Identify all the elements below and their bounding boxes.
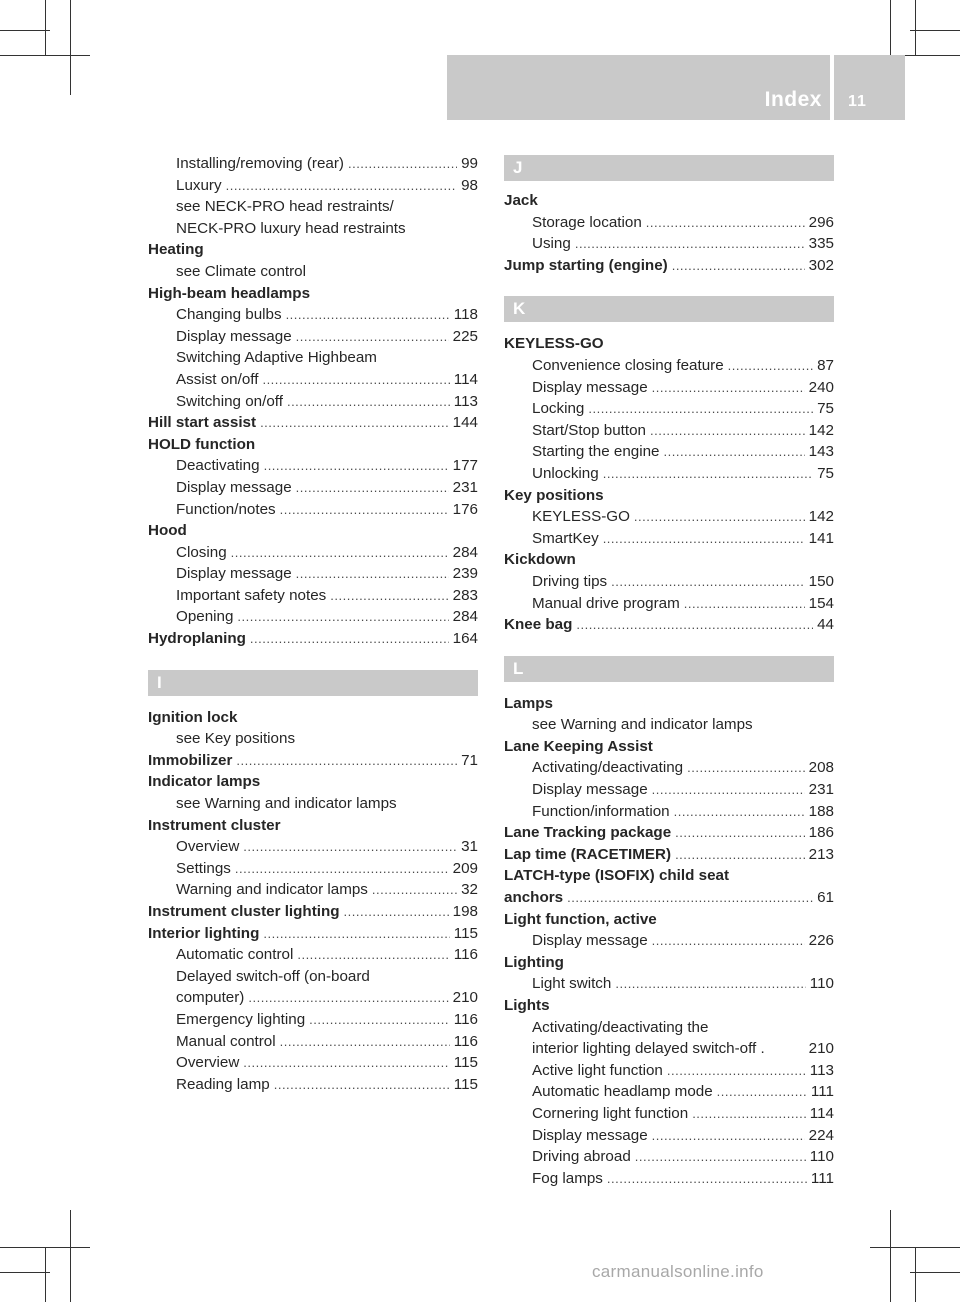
index-subentry: [504, 420, 834, 442]
index-subentry: [504, 463, 834, 485]
index-entry: [504, 909, 834, 931]
page-reference: 31: [461, 838, 478, 856]
page-reference: 114: [809, 1104, 834, 1122]
entry-text: Key positions: [504, 486, 604, 504]
dot-leader: [611, 571, 805, 593]
index-subentry: [148, 153, 478, 175]
index-subentry: [148, 304, 478, 326]
entry-text: Delayed switch-off (on-board: [176, 967, 370, 985]
dot-leader: [296, 326, 449, 348]
page-reference: 144: [452, 414, 478, 432]
index-subentry: [148, 542, 478, 564]
page-reference: 150: [808, 572, 834, 590]
index-subentry: [148, 606, 478, 628]
dot-leader: [348, 153, 457, 175]
dot-leader: [372, 879, 457, 901]
dot-leader: [672, 255, 805, 277]
entry-text: see Warning and indicator lamps: [176, 795, 397, 813]
index-subentry: [504, 1060, 834, 1082]
index-entry: [504, 865, 834, 887]
index-entry: [504, 485, 834, 507]
entry-text: Display message: [176, 327, 292, 345]
page-reference: 115: [453, 1075, 478, 1093]
dot-leader: [687, 757, 805, 779]
dot-leader: [309, 1009, 450, 1031]
page-reference: 142: [808, 421, 834, 439]
crop-mark: [890, 1210, 891, 1302]
dot-leader: [674, 801, 805, 823]
index-subentry: [148, 347, 478, 369]
index-subentry: [504, 528, 834, 550]
entry-text: Jump starting (engine): [504, 256, 668, 274]
dot-leader: [692, 1103, 806, 1125]
index-subentry: [504, 1146, 834, 1168]
entry-text: Using: [532, 235, 571, 253]
page-reference: 154: [808, 594, 834, 612]
entry-text: see Climate control: [176, 262, 306, 280]
dot-leader: [344, 901, 449, 923]
index-entry: [504, 887, 834, 909]
page-reference: 44: [817, 616, 834, 634]
dot-leader: [243, 836, 457, 858]
index-subentry: [504, 801, 834, 823]
entry-text: Lane Keeping Assist: [504, 737, 653, 755]
entry-text: Immobilizer: [148, 751, 233, 769]
index-entry: [148, 771, 478, 793]
page-reference: 210: [808, 1040, 834, 1058]
index-subentry: [148, 836, 478, 858]
entry-text: Display message: [532, 932, 648, 950]
entry-text: Hood: [148, 522, 187, 540]
entry-text: Storage location: [532, 213, 642, 231]
header-separator: [830, 55, 834, 120]
entry-text: Emergency lighting: [176, 1010, 306, 1028]
section-header-i: I: [148, 670, 478, 696]
index-subentry: [148, 196, 478, 218]
section-header-l: L: [504, 656, 834, 682]
page-reference: 226: [808, 932, 834, 950]
page-reference: 210: [452, 989, 478, 1007]
entry-text: Indicator lamps: [148, 773, 261, 791]
entry-text: computer): [176, 989, 245, 1007]
index-subentry: [504, 233, 834, 255]
page-reference: 209: [452, 859, 478, 877]
entry-text: NECK-PRO luxury head restraints: [176, 219, 406, 237]
index-subentry: [504, 1168, 834, 1190]
index-entry: [504, 952, 834, 974]
index-subentry: [504, 930, 834, 952]
entry-text: Overview: [176, 1054, 240, 1072]
entry-text: Switching Adaptive Highbeam: [176, 349, 377, 367]
index-subentry: [148, 1052, 478, 1074]
watermark: carmanualsonline.info: [592, 1262, 764, 1281]
index-subentry: [148, 391, 478, 413]
index-subentry: [148, 858, 478, 880]
entry-text: KEYLESS-GO: [504, 335, 604, 353]
dot-leader: [226, 175, 458, 197]
index-subentry: [148, 455, 478, 477]
entry-text: Function/information: [532, 802, 670, 820]
page-reference: 98: [461, 176, 478, 194]
index-subentry: [148, 499, 478, 521]
entry-text: interior lighting delayed switch-off .: [532, 1040, 765, 1058]
page-reference: 231: [452, 478, 478, 496]
index-subentry: [148, 966, 478, 988]
dot-leader: [330, 585, 448, 607]
index-subentry: [148, 218, 478, 240]
entry-text: Instrument cluster lighting: [148, 903, 340, 920]
entry-text: Locking: [532, 400, 585, 418]
dot-leader: [675, 844, 805, 866]
page-reference: 141: [808, 529, 834, 547]
entry-text: Lamps: [504, 694, 553, 712]
entry-text: Start/Stop button: [532, 421, 646, 439]
index-subentry: [504, 1125, 834, 1147]
entry-text: Manual control: [176, 1032, 276, 1050]
page-reference: 284: [452, 608, 478, 626]
entry-text: Display message: [176, 565, 292, 583]
page-reference: 296: [808, 213, 834, 231]
entry-text: Function/notes: [176, 500, 276, 518]
index-entry: [504, 693, 834, 715]
section-header-k: K: [504, 296, 834, 322]
page-reference: 111: [810, 1169, 834, 1187]
entry-text: Cornering light function: [532, 1104, 689, 1122]
section-header-j: J: [504, 155, 834, 181]
index-subentry: [504, 377, 834, 399]
crop-mark: [0, 30, 50, 31]
dot-leader: [664, 441, 805, 463]
index-subentry: [148, 477, 478, 499]
index-entry: [504, 844, 834, 866]
entry-text: Luxury: [176, 176, 222, 194]
entry-text: Kickdown: [504, 551, 576, 569]
entry-text: Closing: [176, 543, 227, 561]
index-subentry: [504, 779, 834, 801]
index-subentry: [504, 1103, 834, 1125]
index-subentry: [148, 585, 478, 607]
crop-mark: [915, 1247, 916, 1302]
entry-text: anchors: [504, 889, 564, 907]
entry-text: Display message: [176, 478, 292, 496]
dot-leader: [652, 1125, 805, 1147]
crop-mark: [0, 1272, 50, 1273]
index-subentry: [504, 1038, 834, 1060]
entry-text: Driving tips: [532, 572, 608, 590]
index-subentry: [148, 563, 478, 585]
index-subentry: [148, 1074, 478, 1096]
index-subentry: [148, 175, 478, 197]
dot-leader: [675, 822, 805, 844]
page-reference: 110: [809, 1148, 834, 1166]
page-reference: 302: [808, 256, 834, 274]
crop-mark: [915, 0, 916, 55]
dot-leader: [280, 499, 449, 521]
index-subentry: [148, 1031, 478, 1053]
page-reference: 224: [808, 1126, 834, 1144]
page-reference: 75: [817, 464, 834, 482]
entry-text: HOLD function: [148, 435, 256, 453]
crop-mark: [70, 1210, 71, 1302]
entry-text: Opening: [176, 608, 234, 626]
page-reference: 177: [452, 457, 478, 475]
entry-text: Fog lamps: [532, 1169, 603, 1187]
entry-text: Display message: [532, 378, 648, 396]
entry-text: Lap time (RACETIMER): [504, 845, 672, 863]
index-subentry: [148, 1009, 478, 1031]
dot-leader: [652, 779, 805, 801]
index-subentry: [504, 757, 834, 779]
index-subentry: [148, 261, 478, 283]
dot-leader: [262, 369, 449, 391]
entry-text: Assist on/off: [176, 370, 259, 388]
dot-leader: [684, 593, 805, 615]
crop-mark: [0, 55, 90, 56]
entry-text: Active light function: [532, 1061, 663, 1079]
entry-text: Heating: [148, 241, 204, 259]
crop-mark: [45, 0, 46, 55]
index-entry: [148, 628, 478, 650]
index-entry: [504, 255, 834, 277]
index-subentry: [504, 212, 834, 234]
dot-leader: [243, 1052, 449, 1074]
entry-text: Manual drive program: [532, 594, 680, 612]
dot-leader: [287, 391, 450, 413]
index-subentry: [504, 714, 834, 736]
dot-leader: [646, 212, 805, 234]
entry-text: Activating/deactivating the: [532, 1018, 709, 1036]
page-reference: 186: [808, 824, 834, 842]
entry-text: Knee bag: [504, 616, 573, 634]
page-reference: 71: [461, 751, 478, 769]
entry-text: Changing bulbs: [176, 306, 282, 324]
index-subentry: [148, 326, 478, 348]
entry-text: LATCH-type (ISOFIX) child seat: [504, 867, 730, 885]
dot-leader: [260, 412, 449, 434]
index-entry: [148, 434, 478, 456]
index-subentry: [504, 571, 834, 593]
page-reference: 32: [461, 881, 478, 899]
dot-leader: [236, 750, 457, 772]
dot-leader: [575, 233, 805, 255]
index-subentry: [148, 369, 478, 391]
page-number: 11: [848, 93, 867, 110]
dot-leader: [588, 398, 813, 420]
page-reference: 143: [808, 443, 834, 461]
page-reference: 115: [453, 1054, 478, 1072]
dot-leader: [652, 930, 805, 952]
entry-text: Lights: [504, 997, 550, 1014]
page-reference: 115: [453, 924, 478, 942]
dot-leader: [576, 614, 813, 636]
entry-text: Display message: [532, 781, 648, 799]
page-reference: 198: [452, 903, 478, 920]
dot-leader: [667, 1060, 806, 1082]
crop-mark: [910, 30, 960, 31]
entry-text: Automatic control: [176, 946, 294, 964]
entry-text: Reading lamp: [176, 1075, 270, 1093]
dot-leader: [280, 1031, 450, 1053]
index-entry: [504, 995, 834, 1017]
dot-leader: [728, 355, 813, 377]
crop-mark: [70, 0, 71, 95]
dot-leader: [634, 506, 805, 528]
index-entry: [504, 549, 834, 571]
page-reference: 142: [808, 508, 834, 526]
index-entry: [504, 736, 834, 758]
page-reference: 176: [452, 500, 478, 518]
entry-text: Settings: [176, 859, 231, 877]
entry-text: Overview: [176, 838, 240, 856]
dot-leader: [615, 973, 805, 995]
dot-leader: [235, 858, 449, 880]
page-reference: 114: [453, 370, 478, 388]
crop-mark: [910, 1272, 960, 1273]
dot-leader: [603, 528, 805, 550]
index-subentry: [504, 506, 834, 528]
page-reference: 110: [809, 975, 834, 993]
entry-text: Deactivating: [176, 457, 260, 475]
page-reference: 75: [817, 400, 834, 418]
dot-leader: [286, 304, 450, 326]
dot-leader: [652, 377, 805, 399]
page-reference: 87: [817, 356, 834, 374]
dot-leader: [237, 606, 448, 628]
page-title: Index: [764, 88, 822, 111]
index-subentry: [504, 593, 834, 615]
index-subentry: [504, 1017, 834, 1039]
entry-text: see Warning and indicator lamps: [532, 716, 753, 734]
index-subentry: [504, 355, 834, 377]
entry-text: Lane Tracking package: [504, 824, 672, 842]
entry-text: Interior lighting: [148, 924, 260, 942]
page-reference: 118: [453, 306, 478, 324]
page-reference: 240: [808, 378, 834, 396]
entry-text: Ignition lock: [148, 708, 238, 726]
entry-text: Automatic headlamp mode: [532, 1083, 713, 1101]
entry-text: Light function, active: [504, 910, 657, 928]
page-reference: 225: [452, 327, 478, 345]
entry-text: Important safety notes: [176, 586, 327, 604]
page-reference: 164: [452, 630, 478, 648]
index-entry: [148, 923, 478, 945]
entry-text: Light switch: [532, 975, 612, 993]
entry-text: Warning and indicator lamps: [176, 881, 368, 899]
page-reference: 213: [808, 845, 834, 863]
entry-text: Lighting: [504, 953, 564, 971]
entry-text: Installing/removing (rear): [176, 155, 344, 172]
index-entry: [148, 815, 478, 837]
page-reference: 283: [452, 586, 478, 604]
index-entry: [148, 283, 478, 305]
entry-text: Instrument cluster: [148, 816, 281, 834]
index-entry: [504, 822, 834, 844]
index-subentry: [504, 973, 834, 995]
index-subentry: [148, 879, 478, 901]
dot-leader: [607, 1168, 807, 1190]
dot-leader: [297, 944, 449, 966]
entry-text: Jack: [504, 192, 538, 209]
dot-leader: [717, 1081, 807, 1103]
index-entry: [504, 190, 834, 212]
index-entry: [148, 750, 478, 772]
index-subentry: [504, 398, 834, 420]
index-entry: [504, 614, 834, 636]
dot-leader: [248, 987, 448, 1009]
dot-leader: [250, 628, 449, 650]
entry-text: Starting the engine: [532, 443, 660, 461]
index-subentry: [504, 441, 834, 463]
entry-text: High-beam headlamps: [148, 284, 311, 302]
dot-leader: [263, 923, 449, 945]
page-reference: 61: [817, 889, 834, 907]
index-subentry: [148, 793, 478, 815]
page-reference: 231: [808, 781, 834, 799]
page-reference: 239: [452, 565, 478, 583]
page-reference: 335: [808, 235, 834, 253]
entry-text: SmartKey: [532, 529, 599, 547]
page-reference: 208: [808, 759, 834, 777]
dot-leader: [296, 563, 449, 585]
index-entry: [148, 412, 478, 434]
index-subentry: [148, 987, 478, 1009]
dot-leader: [274, 1074, 450, 1096]
page-reference: 284: [452, 543, 478, 561]
page-reference: 113: [809, 1061, 834, 1079]
crop-mark: [45, 1247, 46, 1302]
dot-leader: [603, 463, 813, 485]
entry-text: Convenience closing feature: [532, 356, 724, 374]
entry-text: see NECK-PRO head restraints/: [176, 198, 394, 216]
page-header-bar: [447, 55, 905, 120]
index-column-left: [148, 153, 478, 1095]
entry-text: Unlocking: [532, 464, 599, 482]
page-reference: 99: [461, 155, 478, 172]
entry-text: Hill start assist: [148, 414, 257, 432]
page-reference: 113: [453, 392, 478, 410]
entry-text: Driving abroad: [532, 1148, 631, 1166]
dot-leader: [296, 477, 449, 499]
entry-text: Display message: [532, 1126, 648, 1144]
dot-leader: [264, 455, 449, 477]
index-entry: [148, 901, 478, 923]
dot-leader: [635, 1146, 806, 1168]
entry-text: see Key positions: [176, 730, 296, 748]
entry-text: Activating/deactivating: [532, 759, 684, 777]
index-entry: [148, 239, 478, 261]
index-entry: [504, 333, 834, 355]
page-reference: 116: [453, 1032, 478, 1050]
dot-leader: [567, 887, 813, 909]
entry-text: Hydroplaning: [148, 630, 246, 648]
page-reference: 116: [453, 1010, 478, 1028]
index-entry: [148, 520, 478, 542]
page-reference: 111: [810, 1083, 834, 1101]
dot-leader: [231, 542, 449, 564]
entry-text: Switching on/off: [176, 392, 283, 410]
index-subentry: [148, 944, 478, 966]
page-reference: 116: [453, 946, 478, 964]
index-column-right: [504, 155, 834, 1189]
page-reference: 188: [808, 802, 834, 820]
index-subentry: [148, 728, 478, 750]
index-subentry: [504, 1081, 834, 1103]
dot-leader: [650, 420, 805, 442]
index-entry: [148, 707, 478, 729]
entry-text: KEYLESS-GO: [532, 508, 630, 526]
